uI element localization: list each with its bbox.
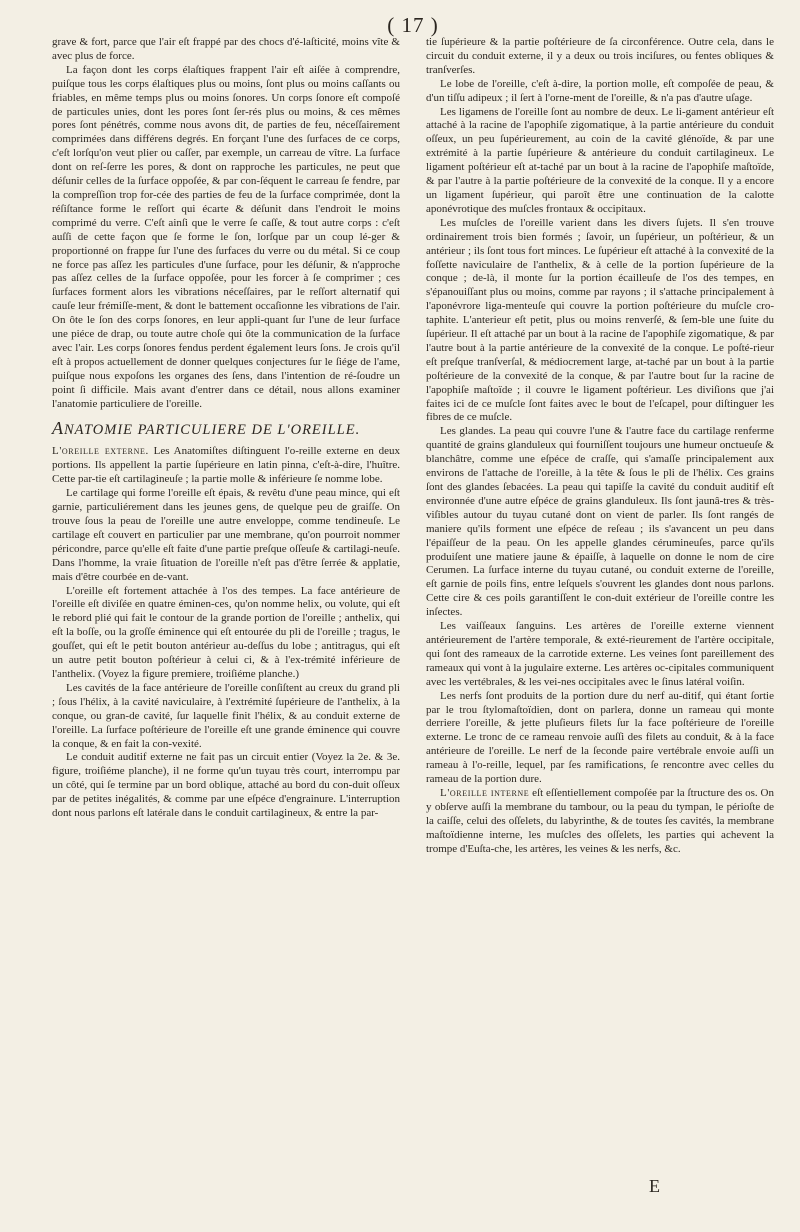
paragraph: L'oreille eſt fortement attachée à l'os des tempes. La face antérieure de l'oreille eſt diviſée en quatre éminen-ces, qu'on nomme helix, ou volute, qui eſt le rebord plié qui fait le contour de la grande portion de l'oreille ; anthelix, qui eſt la boſſe, ou la groſſe éminence qui eſt entourée du pli de l'oreille ; tragus, le gouſſet, qui eſt le petit bouton antérieur au-deſſus du lobe ; antitragus, qui eſt un autre petit bouton poſtérieur à celui ci, & à l'ex-trémité inférieure de l'anthelix. (Voyez la figure premiere, troiſiéme planche.)	[52, 584, 400, 680]
paragraph: Les muſcles de l'oreille varient dans les divers ſujets. Il s'en trouve ordinairement trois bien formés ; ſavoir, un ſupérieur, un poſtérieur, & un antérieur ; ils ſont tous fort minces. Le ſupérieur eſt attaché à la convexité de la foſſette naviculaire de l'anthelix, & à celle de la portion ſupérieure de la conque ; de-là, il monte ſur la portion écailleuſe de l'os des tempes, en s'épanouiſſant plus ou moins, comme par rayons ; il s'attache principalement à l'aponévrore liga-menteuſe qui couvre la portion poſtérieure du muſcle cro-taphite. L'anterieur eſt petit, plus ou moins renverſé, & ſem-ble une ſuite du ſupérieur. Il eſt attaché par un bout à la racine de l'apophiſe zigomatique, & par l'autre bout à la partie antérieure de la convexité de la conque. Le poſté-rieur eſt preſque tranſverſal, & médiocrement large, at-taché par un bout à la partie poſtérieure de la convexité de la conque, & par l'autre bout ſur la racine de l'apophiſe maſtoïde ; il couvre le ligament poſtérieur. Les diviſions que j'ai faites ici de ce muſcle ſont faites avec le bout de l'eſcapel, pour diſtinguer les fibres de ce muſcle.	[426, 216, 774, 424]
paragraph-text: Les Anatomiſtes diſtinguent l'o-reille externe en deux portions. Ils appellent la partie ſupérieure en latin pinna, c'eſt-à-dire, l'huître. Cette par-tie eſt cartilagineuſe ; la partie molle & inférieure ſe nomme lobe.	[52, 445, 400, 486]
page-number: ( 17 )	[387, 13, 439, 37]
paragraph: grave & fort, parce que l'air eſt frappé par des chocs d'é-laſticité, moins vîte & avec plus de force.	[52, 36, 400, 62]
paragraph-lead: L'oreille externe.	[52, 445, 149, 458]
paragraph: Le lobe de l'oreille, c'eſt à-dire, la portion molle, eſt compoſée de peau, & d'un tiſſu adipeux ; il ſert à l'orne-ment de l'oreille, & n'a pas d'autre uſage.	[426, 77, 774, 104]
section-heading-text: NATOMIE PARTICULIERE DE L'OREILLE.	[64, 422, 361, 439]
section-heading	[52, 419, 400, 439]
left-column	[52, 36, 400, 856]
paragraph	[426, 787, 774, 857]
catchword: E	[649, 1176, 660, 1196]
paragraph	[52, 445, 400, 487]
paragraph: Les vaiſſeaux ſanguins. Les artères de l'oreille externe viennent antérieurement de l'artère temporale, & exté-rieurement de l'artère occipitale, qui ſont des rameaux de la carrotide externe. Les veines ſont pareillement des rameaux qui vont à la jugulaire externe. Les artères oc-cipitales communiquent avec les vertébrales, & les vei-nes occipitales avec le ſinus latéral voiſin.	[426, 620, 774, 688]
paragraph-lead: L'oreille interne	[440, 786, 530, 799]
paragraph: La façon dont les corps élaſtiques frappent l'air eſt aiſée à comprendre, puiſque tous les corps élaſtiques plus ou moins, ſont plus ou moins caſſants ou friables, en même temps plus ou moins ſonores. Un corps ſonore eſt compoſé de particules unies, dont les pores ſont ſer-rés plus ou moins, & ces mêmes pores ſont pénétrés, comme nous avons dit, de parties de feu, néceſſairement comprimées dans différens degrés. En forçant l'une des ſurfaces de ce corps, c'eſt lorſqu'on veut plier ou caſſer, par exemple, un carreau de vître. La ſurface dont on reſ-ſerre les pores, & dont on rapproche les particules, ne peut que déſunir celles de la ſurface oppoſée, & par con-ſéquent le carreau ſe fendre, par la compreſſion trop for-cée des parties de feu de la ſurface comprimée, dont la réſiſtance forme le reſſort qui écarte & déſunit dans l'endroit le moins comprimé du verre. C'eſt ainſi que le verre ſe caſſe, & tout autre corps : c'eſt auſſi de cette façon que ſe forme le ſon, lorſque par un coup lé-ger & proportionné on frappe ſur l'une des ſurfaces du verre ou du métal. Si ce coup ne force pas aſſez les particules d'une ſurface, pour les déſunir, & n'approche pas aſſez celles de la ſurface oppoſée, pour les forcer à ſe comprimer ; ces ſurfaces forment alors les vibrations néceſſaires, par le reſſort alternatif qui cauſe leur frémiſſe-ment, & dont le battement occaſionne les vibrations de l'air. On ôte le ſon des corps ſonores, en leur appli-quant ſur l'une de leur ſurface une piéce de drap, ou toute autre choſe qui ôte la communication de la ſurface avec l'air. Les corps ſonores fendus perdent également leurs ſons. Je crois qu'il eſt à propos actuellement de donner quelques conjectures ſur le ſiége de l'ame, puiſque nous expoſons les organes des ſens, dans l'intention de ré-ſoudre un point ſi difficile. Mais avant d'entrer dans ce détail, nous allons examiner l'anatomie particuliere de l'oreille.	[52, 63, 400, 410]
paragraph: tie ſupérieure & la partie poſtérieure de ſa circonférence. Outre cela, dans le circuit du conduit externe, il y a deux ou trois inciſures, ou fentes obliques & tranſverſes.	[426, 36, 774, 76]
paragraph: Les ligamens de l'oreille ſont au nombre de deux. Le li-gament antérieur eſt attaché à la racine de l'apophiſe zigomatique, à la partie antérieure du conduit oſſeux, un peu ſupérieurement, au coin de la cavité glénoïde, & par une extrémité à la partie ſupérieure & antérieure du conduit cartilagineux. Le ligament poſtérieur eſt at-taché par un bout à la racine de l'apophiſe maſtoïde, & par l'autre à la partie poſtérieure de la convexité de la conque. Il y a encore un ligament ſupérieur, qui paroît être une continuation de la calotte aponévrotique des muſcles frontaux & occipitaux.	[426, 105, 774, 215]
two-column-body	[52, 36, 774, 856]
paragraph: Les cavités de la face antérieure de l'oreille conſiſtent au creux du grand pli ; ſous l'hélix, à la cavité naviculaire, à l'extrémité ſupérieure de l'anthelix, à la conque, ou gran-de cavité, ſur laquelle finit l'hélix, & au conduit externe de l'oreille. La ſurface poſtérieure de l'oreille eſt une grande éminence qui couvre la conque, & en fait la con-vexité.	[52, 681, 400, 750]
section-heading-initial: A	[52, 418, 64, 439]
right-column	[426, 36, 774, 856]
paragraph: Les glandes. La peau qui couvre l'une & l'autre face du cartilage renferme quantité de grains glanduleux qui fourniſſent toujours une humeur onctueuſe & blanchâtre, comme une eſpéce de craſſe, qui s'amaſſe principalement aux environs de l'attache de l'oreille, à la tête & ſous le pli de l'hélix. Ces grains ſont des glandes ſebacées. La peau qui tapiſſe la cavité du conduit auditif eſt environnée d'une autre eſpéce de grains glanduleux. Ils ſont jaunâ-tres & très-viſibles autour du tuyau cutané dont on vient de parler. Ils ſont rangés de maniere qu'ils forment une eſpéce de reſeau ; ils s'avancent un peu dans l'épaiſſeur de la peau. On les appelle glandes cérumineuſes, parce qu'ils produiſent une matiere jaune & épaiſſe, à laquelle on donne le nom de cire Cerumen. La ſurface interne du tuyau cutané, ou conduit externe de l'oreille, eſt garnie de poils fins, entre leſquels s'ouvrent les glandes dont nous parlons. Cette cire & ces poils garantiſſent le con-duit extérieur de l'oreille contre les inſectes.	[426, 425, 774, 619]
paragraph-text: eſt eſſentiellement compoſée par la ſtructure des os. On y obſerve auſſi la membrane du tambour, ou la peau du tympan, le périoſte de la caiſſe, celui des oſſelets, du labyrinthe, & de toutes ſes cavités, la membrane maſtoïdienne interne, les muſcles des oſſelets, les parties qui achevent la trompe d'Euſta-che, les artères, les veines & les nerfs, &c.	[426, 786, 774, 855]
paragraph: Les nerfs ſont produits de la portion dure du nerf au-ditif, qui étant ſortie par le trou ſtylomaſtoïdien, dont on parlera, donne un rameau qui monte derriere l'oreille, & jette pluſieurs filets ſur la face poſtérieure de l'oreille externe. Le tronc de ce rameau renvoie auſſi des filets au conduit, & à la face antérieure de l'oreille. Le nerf de la ſeconde paire vertébrale envoie auſſi un rameau à l'o-reille, lequel, par ſes ramifications, ſe rencontre avec celles du rameau de la portion dure.	[426, 689, 774, 786]
paragraph: Le cartilage qui forme l'oreille eſt épais, & revêtu d'une peau mince, qui eſt garnie, particuliérement dans les jeunes gens, de quelque peu de graiſſe. On trouve ſous la peau de l'oreille une autre enveloppe, comme tendineuſe. Le cartilage eſt couvert en particulier par une membrane, qu'on pourroit nommer péricondre, parce qu'elle eſt faite d'une partie preſque oſſeuſe & cartilagi-neuſe. Dans l'homme, la vraie ſituation de l'oreille n'eſt pas d'être ſerrée & applatie, mais d'être courbée en de-vant.	[52, 487, 400, 583]
paragraph: Le conduit auditif externe ne fait pas un circuit entier (Voyez la 2e. & 3e. figure, troiſiéme planche), il ne forme qu'un tuyau très court, interrompu par un côté, qui ſe termine par un bord oblique, attaché au bord du con-duit oſſeux par de petites inégalités, & comme par une eſpéce d'engrainure. L'interruption dont nous parlons eſt latérale dans le conduit cartilagineux, & entre la par-	[52, 751, 400, 820]
